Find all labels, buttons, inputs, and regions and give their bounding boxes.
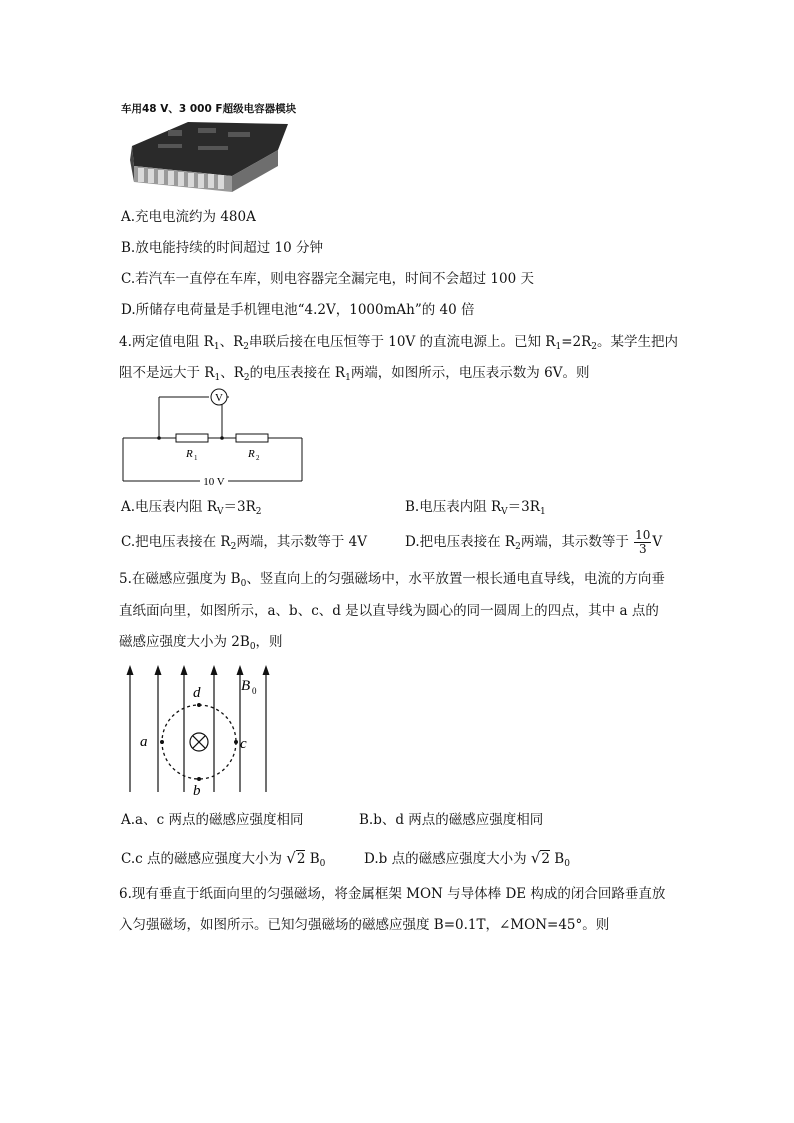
q5-option-a: A.a、c 两点的磁感应强度相同 <box>121 812 304 828</box>
q3-option-a: A.充电电流约为 480A <box>121 209 256 225</box>
fraction: $\frac{10}{3}$ <box>635 528 651 556</box>
q3-option-b: B.放电能持续的时间超过 10 分钟 <box>121 240 323 256</box>
q4-circuit-diagram <box>118 386 308 490</box>
q4-stem-line2: 阻不是远大于 $R_1$、$R_2$的电压表接在 $R_1$两端，如图所示，电压表示数为 6V。则 <box>119 365 590 383</box>
q4-stem-line1: 4.两定值电阻 $R_1$、$R_2$串联后接在电压恒等于 10V 的直流电源上。已知 $R_1=2R_2$。某学生把内 <box>119 334 678 352</box>
figure-caption: 车用48 V、3 000 F超级电容器模块 <box>121 103 297 115</box>
r1-label: R <box>186 448 193 460</box>
q6-stem-line1: 6.现有垂直于纸面向里的匀强磁场，将金属框架 MON 与导体棒 DE 构成的闭合回路垂直放 <box>119 886 666 902</box>
q5-option-d: D.b 点的磁感应强度大小为 √2 $B_0$ <box>364 849 570 869</box>
q5-option-b: B.b、d 两点的磁感应强度相同 <box>359 812 544 828</box>
q3-option-d: D.所储存电荷量是手机锂电池“4.2V，1000mAh”的 40 倍 <box>121 302 475 318</box>
point-c-label: c <box>240 736 247 752</box>
q4-option-d: D.把电压表接在 $R_2$两端，其示数等于 $\frac{10}{3}$ V <box>405 528 663 556</box>
q4-option-b: B.电压表内阻 $R_V=3R_1$ <box>405 499 546 517</box>
point-a-label: a <box>140 734 148 750</box>
r1-sub: 1 <box>194 454 198 462</box>
r2-sub: 2 <box>256 454 260 462</box>
q5-stem-line1: 5.在磁感应强度为 $B_0$、竖直向上的匀强磁场中，水平放置一根长通电直导线，电流的方向垂 <box>119 571 665 589</box>
capacitor-module-image <box>128 116 290 194</box>
field-label-sub: 0 <box>252 686 257 696</box>
q5-option-c: C.c 点的磁感应强度大小为 √2 $B_0$ <box>121 849 326 869</box>
q5-stem-line3: 磁感应强度大小为 $2B_0$，则 <box>119 634 283 652</box>
source-voltage-label: 10 V <box>203 476 225 488</box>
point-d-label: d <box>193 685 201 701</box>
q3-option-c: C.若汽车一直停在车库，则电容器完全漏完电，时间不会超过 100 天 <box>121 271 534 287</box>
q6-stem-line2: 入匀强磁场，如图所示。已知匀强磁场的磁感应强度 B=0.1T，∠MON=45°。则 <box>119 917 610 933</box>
voltmeter-label: V <box>215 392 223 404</box>
q5-field-diagram <box>118 662 278 798</box>
r2-label: R <box>248 448 255 460</box>
field-label: B <box>241 678 251 694</box>
q4-option-c: C.把电压表接在 $R_2$两端，其示数等于 4V <box>121 534 367 552</box>
q5-stem-line2: 直纸面向里，如图所示，a、b、c、d 是以直导线为圆心的同一圆周上的四点，其中 a 点的 <box>119 603 659 619</box>
q4-option-a: A.电压表内阻 $R_V=3R_2$ <box>121 499 262 517</box>
point-b-label: b <box>193 783 201 798</box>
